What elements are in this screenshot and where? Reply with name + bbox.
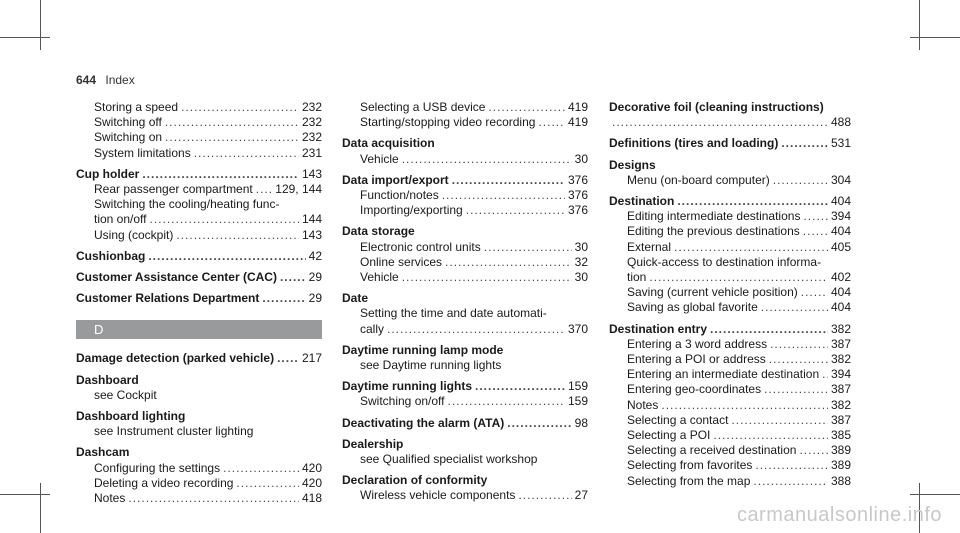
- page-reference[interactable]: 420: [301, 460, 322, 475]
- page-number: 644: [76, 73, 97, 87]
- index-entry-subitem[interactable]: [342, 152, 588, 167]
- index-entry-heading: [342, 343, 588, 358]
- leader-dots: [223, 461, 299, 476]
- entry-text: Decorative foil (cleaning instructions): [609, 100, 824, 114]
- page-reference[interactable]: 143: [301, 227, 322, 242]
- leader-dots: [484, 240, 572, 255]
- entry-text: Daytime running lights: [342, 379, 473, 394]
- page-reference[interactable]: 389: [830, 458, 851, 473]
- leader-dots: [803, 224, 828, 239]
- index-entry-subitem[interactable]: [609, 443, 851, 458]
- page-reference[interactable]: 388: [830, 473, 851, 488]
- page-reference[interactable]: 419: [567, 115, 588, 130]
- entry-text: Definitions (tires and loading): [609, 136, 779, 151]
- page-reference[interactable]: 385: [830, 428, 851, 443]
- leader-dots: [710, 322, 828, 337]
- leader-dots: [148, 249, 305, 264]
- leader-dots: [803, 209, 828, 224]
- entry-text: Dashboard lighting: [76, 409, 186, 424]
- index-entry-subitem[interactable]: [76, 100, 322, 115]
- index-entry-subitem[interactable]: [342, 394, 588, 409]
- page-reference[interactable]: 387: [830, 412, 851, 427]
- entry-text: Online services: [360, 254, 443, 269]
- page-title: Index: [105, 73, 135, 87]
- index-column-1: [76, 100, 322, 506]
- watermark: carmanualsonline.info: [736, 504, 942, 526]
- entry-text: Destination: [609, 194, 675, 209]
- page-reference[interactable]: 382: [830, 352, 851, 367]
- page-reference[interactable]: 232: [301, 115, 322, 130]
- crop-mark: [0, 494, 50, 495]
- leader-dots: [256, 182, 273, 197]
- index-entry-heading[interactable]: [609, 194, 851, 209]
- index-entry-heading[interactable]: [609, 322, 851, 337]
- entry-text: Notes: [94, 491, 126, 506]
- leader-dots: [277, 351, 299, 366]
- leader-dots: [518, 488, 571, 503]
- leader-dots: [445, 255, 572, 270]
- leader-dots: [488, 100, 565, 115]
- leader-dots: [150, 212, 299, 227]
- page-reference[interactable]: 376: [567, 188, 588, 203]
- entry-text: Switching on/off: [360, 394, 445, 409]
- leader-dots: [769, 352, 828, 367]
- page-reference[interactable]: 42: [308, 248, 322, 263]
- index-entry-heading: [342, 224, 588, 239]
- entry-text: Entering geo-coordinates: [627, 382, 762, 397]
- crop-mark: [910, 494, 960, 495]
- entry-text: Entering a 3 word address: [627, 336, 768, 351]
- entry-text: Daytime running lamp mode: [342, 342, 504, 357]
- leader-dots: [753, 474, 828, 489]
- page-reference[interactable]: 129, 144: [275, 182, 322, 197]
- entry-text: Cushionbag: [76, 248, 146, 263]
- index-entry-heading[interactable]: [609, 136, 851, 151]
- entry-text: Vehicle: [360, 151, 399, 166]
- page-reference[interactable]: 30: [574, 270, 588, 285]
- leader-dots: [649, 270, 828, 285]
- entry-text: Saving (current vehicle position): [627, 285, 798, 300]
- entry-text: Saving as global favorite: [627, 300, 758, 315]
- entry-text: Setting the time and date automati-: [360, 306, 547, 321]
- page-reference[interactable]: 144: [301, 212, 322, 227]
- page-reference[interactable]: 29: [308, 270, 322, 285]
- leader-dots: [262, 291, 305, 306]
- index-entry-heading: [609, 100, 851, 115]
- index-entry-subitem[interactable]: [76, 461, 322, 476]
- index-entry-heading: [76, 445, 322, 460]
- index-entry-subitem: [342, 452, 588, 467]
- entry-text: cally: [360, 321, 385, 336]
- index-entry-subitem[interactable]: [609, 173, 851, 188]
- index-entry-subitem[interactable]: [76, 146, 322, 161]
- section-letter-bar: D: [76, 320, 322, 339]
- index-entry-heading: [342, 136, 588, 151]
- index-entry-heading: [76, 409, 322, 424]
- index-entry-subitem: [342, 306, 588, 321]
- entry-text: Entering a POI or address: [627, 352, 766, 367]
- entry-text: Data acquisition: [342, 136, 435, 151]
- index-entry-subitem[interactable]: [342, 100, 588, 115]
- page-reference[interactable]: 232: [301, 100, 322, 114]
- leader-dots: [280, 270, 306, 285]
- entry-text: Quick-access to destination informa-: [627, 254, 822, 269]
- page-reference[interactable]: 370: [567, 321, 588, 336]
- index-entry-heading[interactable]: [76, 351, 322, 366]
- entry-text: Deactivating the alarm (ATA): [342, 415, 505, 430]
- index-entry-subitem[interactable]: [609, 458, 851, 473]
- entry-text: Electronic control units: [360, 239, 481, 254]
- page-reference[interactable]: 404: [830, 194, 851, 209]
- page-reference[interactable]: 404: [830, 224, 851, 239]
- page-reference[interactable]: 405: [830, 239, 851, 254]
- entry-text: Notes: [627, 397, 659, 412]
- entry-text: Starting/stopping video recording: [360, 115, 536, 130]
- leader-dots: [142, 167, 299, 182]
- index-entry-heading: [609, 158, 851, 173]
- index-entry-heading[interactable]: [342, 379, 588, 394]
- leader-dots: [799, 443, 828, 458]
- index-entry-heading: [342, 473, 588, 488]
- leader-dots: [661, 398, 828, 413]
- page-reference[interactable]: 418: [301, 491, 322, 506]
- leader-dots: [764, 382, 828, 397]
- entry-text: Configuring the settings: [94, 460, 221, 475]
- leader-dots: [731, 413, 828, 428]
- index-entry-subitem[interactable]: [342, 488, 588, 503]
- index-entry-subitem[interactable]: [609, 240, 851, 255]
- crop-mark: [40, 483, 41, 533]
- leader-dots: [761, 300, 828, 315]
- entry-text: see Cockpit: [94, 387, 157, 402]
- entry-text: Date: [342, 291, 369, 306]
- index-entry-subitem[interactable]: [609, 413, 851, 428]
- index-entry-subitem[interactable]: [609, 270, 851, 285]
- entry-text: Selecting a USB device: [360, 100, 486, 114]
- entry-text: Using (cockpit): [94, 227, 174, 242]
- entry-text: Damage detection (parked vehicle): [76, 351, 275, 366]
- entry-text: Rear passenger compartment: [94, 182, 253, 197]
- index-entry-subitem: [609, 255, 851, 270]
- page-reference[interactable]: 488: [830, 115, 851, 130]
- entry-text: Switching on: [94, 130, 163, 145]
- leader-dots: [181, 100, 299, 115]
- leader-dots: [128, 491, 299, 506]
- page-reference[interactable]: 382: [830, 321, 851, 336]
- index-entry-heading: [76, 373, 322, 388]
- index-entry-subitem[interactable]: [342, 322, 588, 337]
- entry-text: Data storage: [342, 224, 415, 239]
- entry-text: see Qualified specialist workshop: [360, 452, 538, 467]
- entry-text: Importing/exporting: [360, 203, 463, 218]
- index-entry-subitem[interactable]: [609, 367, 851, 382]
- index-entry-subitem[interactable]: [609, 474, 851, 489]
- page-reference[interactable]: 232: [301, 130, 322, 145]
- entry-text: tion on/off: [94, 212, 147, 227]
- page-reference[interactable]: 394: [830, 209, 851, 224]
- index-entry-subitem[interactable]: [76, 115, 322, 130]
- page-header: [76, 73, 135, 87]
- index-entry-subitem[interactable]: [76, 212, 322, 227]
- page-reference[interactable]: 394: [830, 367, 851, 382]
- leader-dots: [176, 228, 299, 243]
- leader-dots: [677, 194, 828, 209]
- leader-dots: [507, 416, 571, 431]
- entry-text: Designs: [609, 157, 656, 172]
- index-entry-heading: [342, 291, 588, 306]
- page-reference[interactable]: 30: [574, 151, 588, 166]
- leader-dots: [165, 115, 299, 130]
- index-column-3: [609, 100, 851, 489]
- index-entry-subitem: [76, 197, 322, 212]
- entry-text: Cup holder: [76, 166, 140, 181]
- entry-text: Editing the previous destinations: [627, 224, 800, 239]
- index-column-2: [342, 100, 588, 504]
- index-entry-subitem[interactable]: [609, 300, 851, 315]
- index-entry-subitem: [342, 358, 588, 373]
- index-entry-subitem[interactable]: [609, 285, 851, 300]
- page-reference[interactable]: 404: [830, 300, 851, 315]
- leader-dots: [236, 476, 299, 491]
- page-reference[interactable]: 419: [567, 100, 588, 114]
- index-entry-subitem[interactable]: [76, 182, 322, 197]
- entry-text: Function/notes: [360, 188, 439, 203]
- crop-mark: [0, 37, 50, 38]
- entry-text: Destination entry: [609, 321, 708, 336]
- index-entry-subitem[interactable]: [76, 476, 322, 491]
- page-reference[interactable]: 389: [830, 443, 851, 458]
- index-entry-subitem[interactable]: [609, 382, 851, 397]
- leader-dots: [165, 130, 299, 145]
- entry-text: Selecting a POI: [627, 428, 711, 443]
- index-entry-subitem[interactable]: [609, 398, 851, 413]
- page-reference[interactable]: 30: [574, 239, 588, 254]
- index-entry-subitem[interactable]: [342, 255, 588, 270]
- leader-dots: [194, 146, 299, 161]
- leader-dots: [466, 203, 565, 218]
- entry-text: Wireless vehicle components: [360, 488, 516, 503]
- entry-text: Dealership: [342, 436, 404, 451]
- crop-mark: [40, 0, 41, 50]
- index-entry-subitem[interactable]: [342, 270, 588, 285]
- leader-dots: [674, 240, 828, 255]
- leader-dots: [402, 152, 572, 167]
- entry-text: see Daytime running lights: [360, 358, 502, 373]
- entry-text: Selecting from favorites: [627, 458, 753, 473]
- entry-text: Deleting a video recording: [94, 475, 234, 490]
- leader-dots: [781, 136, 828, 151]
- entry-text: Customer Relations Department: [76, 291, 260, 306]
- leader-dots: [612, 115, 828, 130]
- index-entry-subitem[interactable]: [609, 115, 851, 130]
- leader-dots: [801, 285, 828, 300]
- page-reference[interactable]: 382: [830, 397, 851, 412]
- page-reference[interactable]: 387: [830, 382, 851, 397]
- index-entry-subitem: [76, 424, 322, 439]
- leader-dots: [442, 188, 565, 203]
- page-reference[interactable]: 304: [830, 172, 851, 187]
- page-reference[interactable]: 217: [301, 351, 322, 366]
- index-entry-heading: [342, 437, 588, 452]
- page-reference[interactable]: 143: [301, 166, 322, 181]
- page-reference[interactable]: 27: [574, 488, 588, 503]
- index-entry-subitem[interactable]: [609, 224, 851, 239]
- leader-dots: [822, 367, 828, 382]
- entry-text: Switching the cooling/heating func-: [94, 197, 280, 212]
- entry-text: Selecting a contact: [627, 412, 729, 427]
- page-reference[interactable]: 531: [830, 136, 851, 151]
- leader-dots: [773, 173, 828, 188]
- crop-mark: [919, 0, 920, 50]
- entry-text: Selecting from the map: [627, 473, 751, 488]
- entry-text: Switching off: [94, 115, 162, 130]
- entry-text: see Instrument cluster lighting: [94, 424, 254, 439]
- entry-text: Dashboard: [76, 372, 139, 387]
- page-reference[interactable]: 29: [308, 291, 322, 306]
- page-reference[interactable]: 376: [567, 172, 588, 187]
- page-reference[interactable]: 32: [574, 254, 588, 269]
- leader-dots: [475, 379, 565, 394]
- index-entry-subitem[interactable]: [76, 491, 322, 506]
- index-entry-heading[interactable]: [76, 270, 322, 285]
- index-entry-subitem[interactable]: [609, 352, 851, 367]
- entry-text: Vehicle: [360, 270, 399, 285]
- entry-text: Customer Assistance Center (CAC): [76, 270, 277, 285]
- page-reference[interactable]: 231: [301, 145, 322, 160]
- index-entry-subitem[interactable]: [609, 337, 851, 352]
- leader-dots: [387, 322, 565, 337]
- index-entry-heading[interactable]: [342, 416, 588, 431]
- leader-dots: [713, 428, 828, 443]
- entry-text: Dashcam: [76, 445, 130, 460]
- index-entry-subitem[interactable]: [342, 188, 588, 203]
- leader-dots: [538, 115, 565, 130]
- entry-text: Entering an intermediate destination: [627, 367, 820, 382]
- entry-text: Declaration of conformity: [342, 473, 488, 488]
- entry-text: Data import/export: [342, 172, 449, 187]
- entry-text: Editing intermediate destinations: [627, 209, 801, 224]
- page-reference[interactable]: 404: [830, 285, 851, 300]
- page-reference[interactable]: 159: [567, 394, 588, 409]
- index-entry-heading[interactable]: [76, 167, 322, 182]
- page-reference[interactable]: 376: [567, 203, 588, 218]
- entry-text: External: [627, 239, 672, 254]
- index-entry-subitem[interactable]: [76, 228, 322, 243]
- index-entry-heading[interactable]: [76, 291, 322, 306]
- leader-dots: [755, 458, 828, 473]
- index-entry-subitem[interactable]: [609, 428, 851, 443]
- leader-dots: [770, 337, 828, 352]
- crop-mark: [910, 37, 960, 38]
- index-entry-subitem[interactable]: [342, 240, 588, 255]
- page-reference[interactable]: 420: [301, 475, 322, 490]
- page-reference[interactable]: 402: [830, 270, 851, 285]
- page-reference[interactable]: 98: [574, 415, 588, 430]
- leader-dots: [452, 173, 565, 188]
- index-entry-subitem[interactable]: [342, 203, 588, 218]
- index-entry-subitem: [76, 388, 322, 403]
- leader-dots: [448, 394, 565, 409]
- entry-text: Selecting a received destination: [627, 443, 797, 458]
- index-entry-subitem[interactable]: [76, 130, 322, 145]
- entry-text: System limitations: [94, 145, 191, 160]
- entry-text: tion: [627, 270, 647, 285]
- index-entry-heading[interactable]: [76, 249, 322, 264]
- page-reference[interactable]: 387: [830, 336, 851, 351]
- entry-text: Storing a speed: [94, 100, 179, 114]
- leader-dots: [402, 270, 572, 285]
- index-entry-heading[interactable]: [342, 173, 588, 188]
- index-entry-subitem[interactable]: [342, 115, 588, 130]
- page-reference[interactable]: 159: [567, 379, 588, 394]
- index-entry-subitem[interactable]: [609, 209, 851, 224]
- entry-text: Menu (on-board computer): [627, 172, 770, 187]
